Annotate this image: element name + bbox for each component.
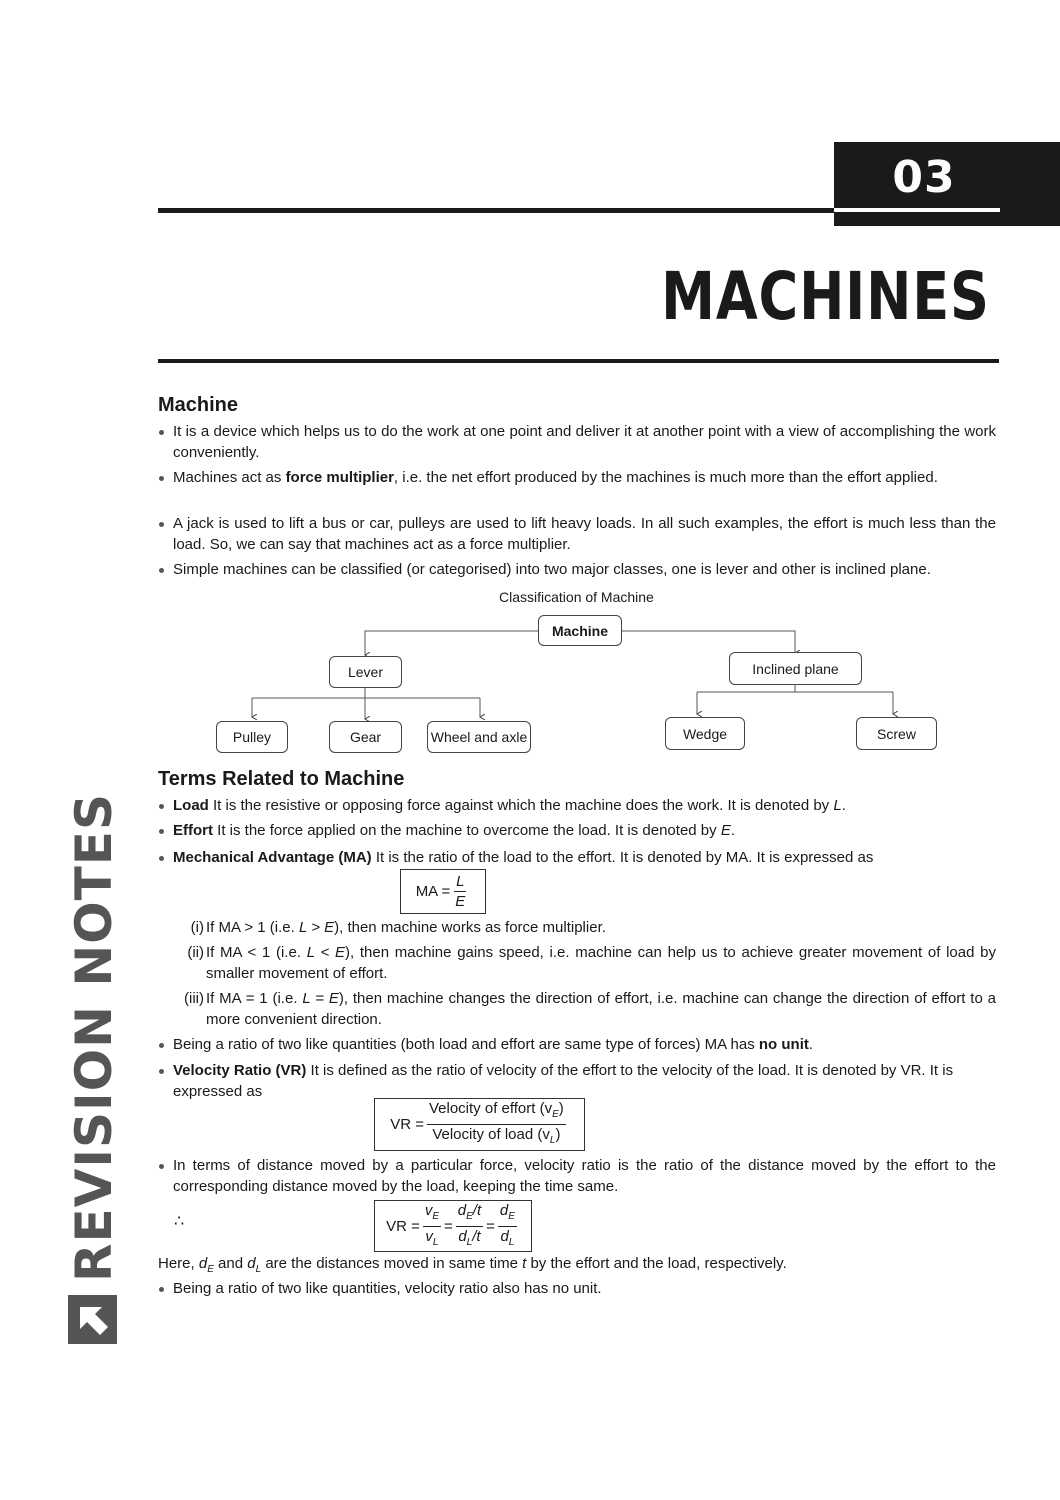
force-multiplier-term: force multiplier (285, 469, 394, 486)
bullet-classification: Simple machines can be classified (or categorised) into two major classes, one is lever and other is inclined plane. (158, 560, 996, 581)
node-wedge: Wedge (665, 717, 745, 750)
ma-case-1: (i) If MA > 1 (i.e. L > E), then machine works as force multiplier. (190, 919, 606, 936)
bullet-ma-no-unit: Being a ratio of two like quantities (both load and effort are same type of forces) MA has no unit. (158, 1035, 996, 1056)
bullet-device: It is a device which helps us to do the work at one point and deliver it at another point with a view of accomplishing the work conveniently. (158, 422, 996, 463)
node-lever: Lever (329, 656, 402, 688)
vr-distance-formula-box: VR = $\frac{v_E}{v_L}$ = $\frac{d_E/t}{d_L/t}$ = $\frac{d_E}{d_L}$ (374, 1200, 532, 1252)
bullet-distance-ratio: In terms of distance moved by a particular force, velocity ratio is the ratio of the distance moved by the effort to the corresponding distance moved by the load, keeping the time same. (158, 1156, 996, 1197)
ma-case-3: (iii) If MA = 1 (i.e. L = E), then machine changes the direction of effort, i.e. machine can change the direction of effort to a more convenient direction. (184, 990, 996, 1028)
ma-case-2: (ii) If MA < 1 (i.e. L < E), then machine gains speed, i.e. machine can help us to achieve greater movement of load by smaller movement of effort. (187, 944, 997, 982)
here-explanation: Here, $d_E$ and $d_L$ are the distances moved in same time t by the effort and the load, respectively. (158, 1255, 787, 1275)
revision-notes-label: REVISION NOTES (65, 793, 123, 1282)
ma-fraction: $\frac{L}{E}$ (455, 873, 466, 910)
vr-formula-box: VR = $\frac{Velocity of effort (v_E)}{Velocity of load (v_L)}$ (374, 1098, 585, 1151)
bullet-mechanical-advantage: Mechanical Advantage (MA) It is the ratio of the load to the effort. It is denoted by MA. It is expressed as (158, 848, 996, 869)
bullet-load: Load It is the resistive or opposing force against which the machine does the work. It is denoted by L. (158, 796, 996, 817)
section-heading-machine: Machine (158, 394, 239, 416)
section-heading-terms: Terms Related to Machine (158, 768, 405, 790)
arrow-up-left-icon (68, 1295, 117, 1344)
node-gear: Gear (329, 721, 402, 753)
node-screw: Screw (856, 717, 937, 750)
chapter-title: MACHINES (661, 258, 990, 335)
bullet-effort: Effort It is the force applied on the machine to overcome the load. It is denoted by E. (158, 821, 996, 842)
diagram-title: Classification of Machine (499, 589, 654, 605)
vr-fraction: $\frac{Velocity of effort (v_E)}{Velocity of load (v_L)}$ (428, 1100, 564, 1146)
chapter-number: 03 (892, 152, 956, 203)
bullet-vr-no-unit: Being a ratio of two like quantities, velocity ratio also has no unit. (158, 1279, 996, 1300)
node-wheel-and-axle: Wheel and axle (427, 721, 531, 753)
bullet-jack-example: A jack is used to lift a bus or car, pulleys are used to lift heavy loads. In all such examples, the effort is much less than the load. So, we can say that machines act as a force multiplier. (158, 514, 996, 555)
ma-formula-box: MA = $\frac{L}{E}$ (400, 869, 486, 914)
node-pulley: Pulley (216, 721, 288, 753)
bullet-force-multiplier: Machines act as force multiplier, i.e. the net effort produced by the machines is much more than the effort applied. (158, 468, 996, 489)
therefore-symbol: ∴ (174, 1213, 185, 1230)
node-inclined-plane: Inclined plane (729, 652, 862, 685)
node-machine: Machine (538, 615, 622, 646)
bullet-velocity-ratio: Velocity Ratio (VR) It is defined as the ratio of velocity of the effort to the velocity of the load. It is denoted by VR. It is expressed as (158, 1061, 988, 1102)
